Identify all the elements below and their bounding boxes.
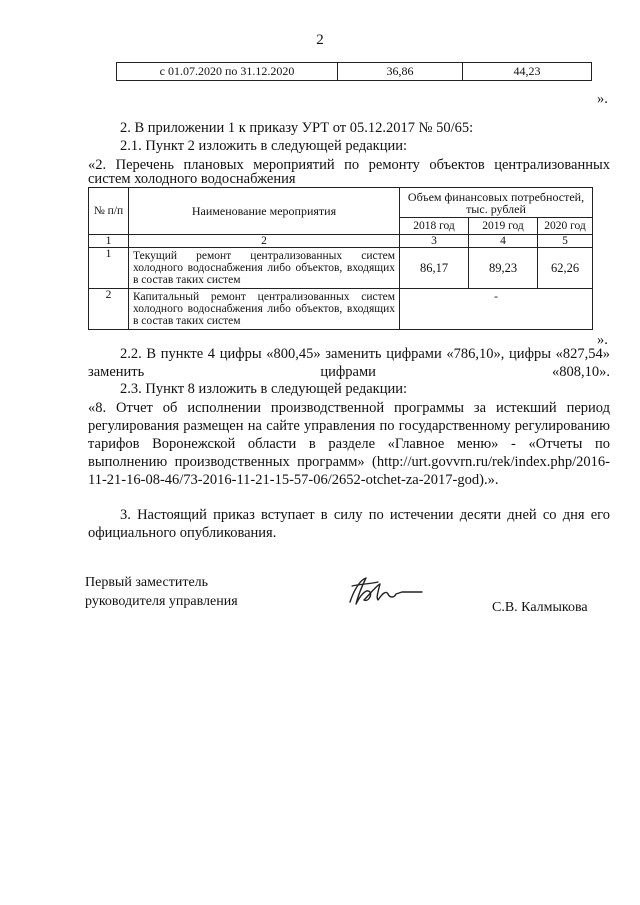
row-name: Текущий ремонт централизованных систем холодного водоснабжения либо объектов, входящих в состав таких систем (129, 248, 400, 289)
col-index-5: 5 (538, 235, 593, 248)
row-num: 1 (89, 248, 129, 289)
col-index-2: 2 (129, 235, 400, 248)
item-2-2: 2.2. В пункте 4 цифры «800,45» заменить цифрами «786,10», цифры «827,54» заменить цифрами «808,10». (88, 346, 610, 380)
quote-2-line-1: «2. Перечень плановых мероприятий по ремонту объектов централизованных (88, 157, 610, 173)
row-value-2019: 89,23 (469, 248, 538, 289)
row-value-2018: 86,17 (400, 248, 469, 289)
signer-title-2: руководителя управления (85, 594, 238, 609)
row-num: 2 (89, 289, 129, 330)
period-cell: с 01.07.2020 по 31.12.2020 (117, 63, 338, 81)
header-num: № п/п (89, 188, 129, 235)
quote-2-line-2: систем холодного водоснабжения (88, 171, 296, 187)
tariff-table-fragment (116, 62, 592, 81)
table-close-quote: ». (597, 332, 608, 348)
signer-name: С.В. Калмыкова (492, 600, 588, 615)
col-index-3: 3 (400, 235, 469, 248)
year-2018: 2018 год (400, 218, 469, 235)
year-2020: 2020 год (538, 218, 593, 235)
table-row (89, 248, 593, 289)
header-name: Наименование мероприятия (129, 188, 400, 235)
repair-measures-table (88, 187, 593, 330)
row-name: Капитальный ремонт централизованных систем холодного водоснабжения либо объектов, входящих в состав таких систем (129, 289, 400, 330)
value-cell-1: 36,86 (338, 63, 463, 81)
signer-title-1: Первый заместитель (85, 575, 209, 590)
col-index-4: 4 (469, 235, 538, 248)
item-2-3: 2.3. Пункт 8 изложить в следующей редакции: (120, 381, 408, 397)
year-2019: 2019 год (469, 218, 538, 235)
handwritten-signature-icon (340, 572, 430, 612)
table-header-row (89, 188, 593, 218)
row-value-dash: - (400, 289, 593, 330)
item-2-1: 2.1. Пункт 2 изложить в следующей редакции: (120, 138, 408, 154)
value-cell-2: 44,23 (463, 63, 592, 81)
table-row (89, 289, 593, 330)
quote-8: «8. Отчет об исполнении производственной программы за истекший период регулирования размещен на сайте управления по государственному регулированию тарифов Воронежской области в разделе «Главное меню» - «Отчеты по выполнению производственных программ» (http://urt.govvrn.ru/rek/index.php/2016-11-21-16-08-46/73-2016-11-21-15-57-06/2652-otchet-za-2017-god).». (88, 400, 610, 488)
table-close-quote: ». (597, 91, 608, 107)
table-index-row (89, 235, 593, 248)
table-row (117, 63, 592, 81)
page-number: 2 (316, 32, 324, 48)
header-volume: Объем финансовых потребностей, тыс. рублей (400, 188, 593, 218)
col-index-1: 1 (89, 235, 129, 248)
item-2: 2. В приложении 1 к приказу УРТ от 05.12.2017 № 50/65: (120, 120, 474, 136)
row-value-2020: 62,26 (538, 248, 593, 289)
item-3: 3. Настоящий приказ вступает в силу по истечении десяти дней со дня его официального опубликования. (88, 507, 610, 541)
